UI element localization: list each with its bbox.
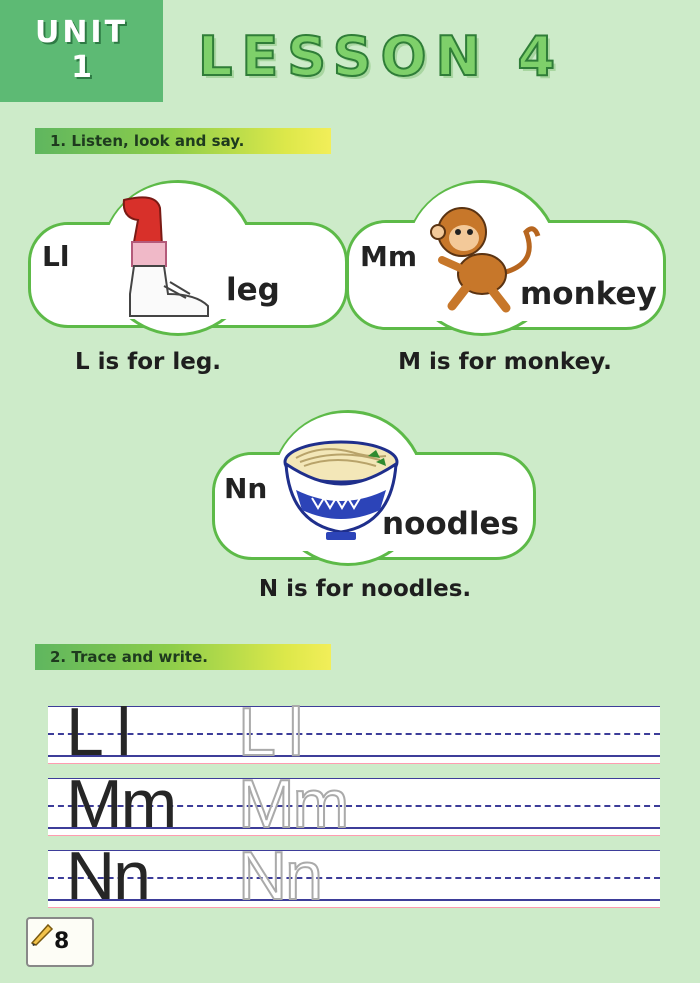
- model-letters: Nn: [66, 838, 149, 914]
- caption-noodles: N is for noodles.: [258, 576, 472, 602]
- card-monkey: [346, 180, 666, 340]
- word-leg: leg: [226, 272, 280, 308]
- card-leg: [28, 180, 348, 340]
- leg-illustration: [116, 194, 216, 324]
- trace-row-mm: [48, 766, 660, 842]
- section-2-heading: 2. Trace and write.: [35, 644, 331, 670]
- unit-number: 1: [71, 50, 92, 85]
- unit-badge: [0, 0, 163, 102]
- model-letters: L l: [66, 694, 130, 770]
- page-number: 8: [54, 929, 70, 954]
- letter-nn: Nn: [224, 472, 268, 505]
- lesson-title: LESSON 4: [198, 25, 565, 88]
- letter-ll: Ll: [42, 240, 70, 273]
- letter-mm: Mm: [360, 240, 418, 273]
- page-number-badge: [26, 917, 94, 967]
- word-monkey: monkey: [520, 276, 657, 312]
- pencil-icon: [30, 923, 54, 947]
- trace-letters: Mm: [238, 766, 348, 842]
- trace-letters: L l: [238, 694, 302, 770]
- caption-monkey: M is for monkey.: [398, 349, 612, 375]
- trace-row-nn: [48, 838, 660, 914]
- unit-label: UNIT: [34, 15, 129, 50]
- trace-row-ll: [48, 694, 660, 770]
- section-1-heading: 1. Listen, look and say.: [35, 128, 331, 154]
- caption-leg: L is for leg.: [74, 349, 222, 375]
- card-noodles: [212, 410, 542, 570]
- model-letters: Mm: [66, 766, 176, 842]
- word-noodles: noodles: [382, 506, 519, 542]
- trace-letters: Nn: [238, 838, 321, 914]
